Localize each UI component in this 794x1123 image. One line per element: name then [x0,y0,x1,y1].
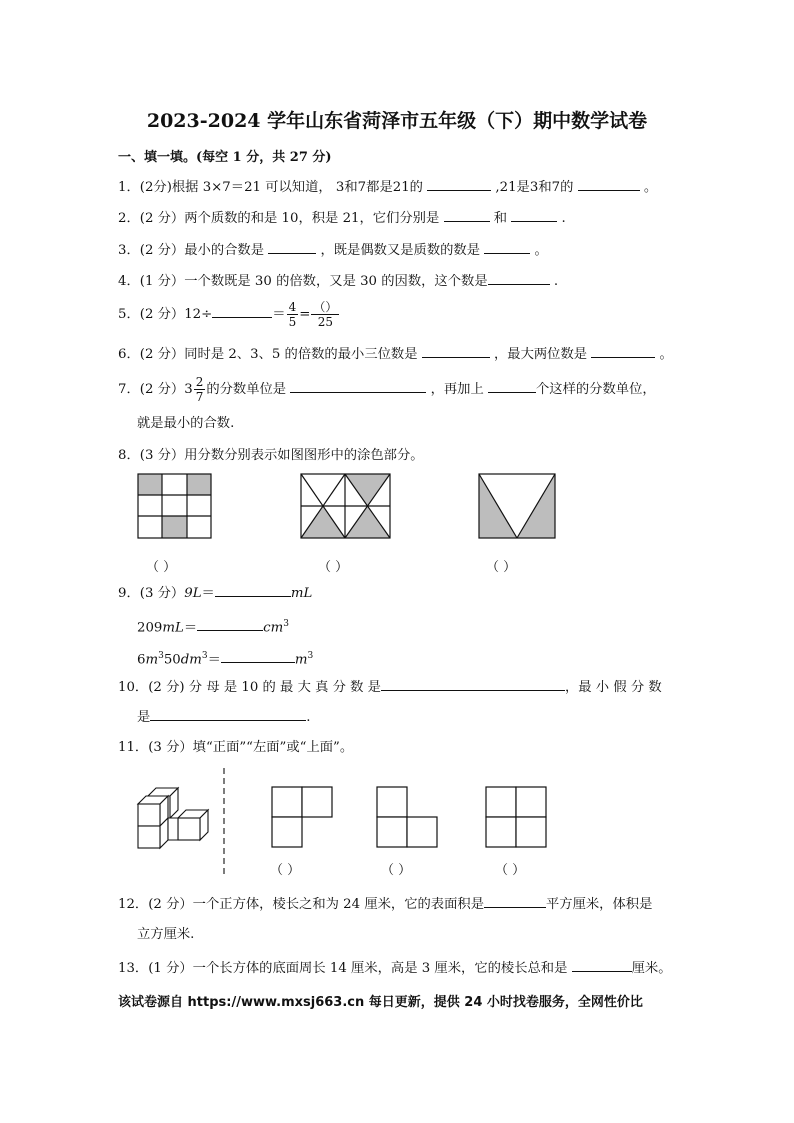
q2-blank-1[interactable] [444,208,490,222]
q5-blank-1[interactable] [212,304,272,318]
q7-fraction: $\frac{2}{7}$ [195,375,204,404]
q13-text-b: 厘米。 [631,961,672,976]
q4-blank-1[interactable] [488,271,550,285]
q11-answer-3[interactable]: （ ） [495,863,526,878]
question-9c: $6m^350dm^3= m^3$ [137,651,314,668]
q8-figure-v-shape [478,473,556,539]
q1-blank-2[interactable] [578,177,640,191]
q3-text-c: 。 [530,243,548,258]
q9-blank-3[interactable] [221,649,295,663]
question-5 [118,300,340,329]
q10-text-b: ，最 小 假 分 数 [564,680,662,695]
question-2 [118,208,566,228]
q2-text-b: 和 [489,211,512,226]
q8-figure-triangles [300,473,392,539]
question-1 [118,177,657,197]
q5-fraction-1: $\frac{4}{5}$ [288,300,297,329]
question-11: 11．(3 分）填“正面”“左面”或“上面”。 [118,740,354,755]
question-12 [118,894,652,914]
question-8: 8．(3 分）用分数分别表示如图图形中的涂色部分。 [118,448,424,463]
q11-answer-2[interactable]: （ ） [381,863,412,878]
q1-blank-1[interactable] [427,177,491,191]
q6-text-b: ，最大两位数是 [489,347,592,362]
q11-answer-1[interactable]: （ ） [270,863,301,878]
q5-eq-1: ＝ [272,307,286,322]
q11-view-2 [376,786,440,850]
q11-divider [222,768,226,878]
q1-text-a: 1．(2分)根据 3×7＝21 可以知道， 3和7都是21的 [118,180,428,195]
q8-figure-grid [137,473,213,539]
q7-continuation: 就是最小的合数. [137,416,235,431]
q4-text-b: . [549,274,559,289]
question-13 [118,958,672,978]
question-9: 9．(3 分）9L＝ mL [118,583,312,603]
q10-blank-2[interactable] [150,707,306,721]
question-10 [118,677,662,697]
q5-fraction-2: $\frac{()}{25}$ [313,300,338,329]
q3-text-b: ，既是偶数又是质数的数是 [316,243,485,258]
q1-text-b: ,21是3和7的 [491,180,578,195]
q9-head: 9．(3 分） [118,586,185,601]
q5-text-a: 5．(2 分）12÷ [118,307,213,322]
q1-text-c: 。 [639,180,658,195]
q11-cube-stack [130,782,212,862]
q11-view-1 [271,786,335,850]
q3-text-a: 3．(2 分）最小的合数是 [118,243,269,258]
section-heading: 一、填一填。(每空 1 分，共 27 分) [118,150,332,165]
q7-text-a: 7．(2 分）3 [118,382,193,397]
question-9b: $209mL= cm^3$ [137,619,289,636]
q3-blank-1[interactable] [268,240,316,254]
q12-text-a: 12．(2 分）一个正方体，棱长之和为 24 厘米，它的表面积是 [118,897,484,912]
q7-text-e: 个这样的分数单位， [536,382,656,397]
q6-blank-1[interactable] [422,344,490,358]
q2-text-a: 2．(2 分）两个质数的和是 10，积是 21，它们分别是 [118,211,444,226]
q2-blank-2[interactable] [511,208,557,222]
q5-blank-2[interactable]: （） [313,300,338,314]
q4-text-a: 4．(1 分）一个数既是 30 的倍数，又是 30 的因数，这个数是 [118,274,488,289]
q13-text-a: 13．(1 分）一个长方体的底面周长 14 厘米，高是 3 厘米，它的棱长总和是 [118,961,572,976]
q7-text-b: 的分数单位是 [206,382,291,397]
q8-answer-3[interactable]: （ ） [486,560,517,575]
q8-answer-1[interactable]: （ ） [146,560,177,575]
q6-blank-2[interactable] [591,344,655,358]
q9-blank-1[interactable] [215,583,291,597]
q13-blank-1[interactable] [572,958,632,972]
q10-blank-1[interactable] [381,677,565,691]
question-10b: 是 . [137,707,311,727]
q5-eq-2: = [299,307,311,322]
question-4 [118,271,558,291]
footer-source: 该试卷源自 https://www.mxsj663.cn 每日更新，提供 24 小时找卷服务，全网性价比 [118,995,643,1010]
q7-blank-2[interactable] [488,379,536,393]
q2-text-c: . [557,211,566,226]
q6-text-a: 6．(2 分）同时是 2、3、5 的倍数的最小三位数是 [118,347,422,362]
q10-text-a: 10．(2 分) 分 母 是 10 的 最 大 真 分 数 是 [118,680,381,695]
q11-view-3 [485,786,549,850]
q7-text-c: ，再加上 [426,382,488,397]
q6-text-c: 。 [655,347,673,362]
page-title: 2023-2024 学年山东省菏泽市五年级（下）期中数学试卷 [146,110,648,132]
question-6 [118,344,673,364]
q12-blank-1[interactable] [484,894,546,908]
question-12b: 立方厘米. [137,927,195,942]
q9-blank-2[interactable] [197,617,263,631]
question-3 [118,240,548,260]
q7-blank-1[interactable] [290,379,426,393]
question-7 [118,375,656,404]
q3-blank-2[interactable] [484,240,530,254]
q8-answer-2[interactable]: （ ） [318,560,349,575]
q12-text-b: 平方厘米，体积是 [546,897,653,912]
